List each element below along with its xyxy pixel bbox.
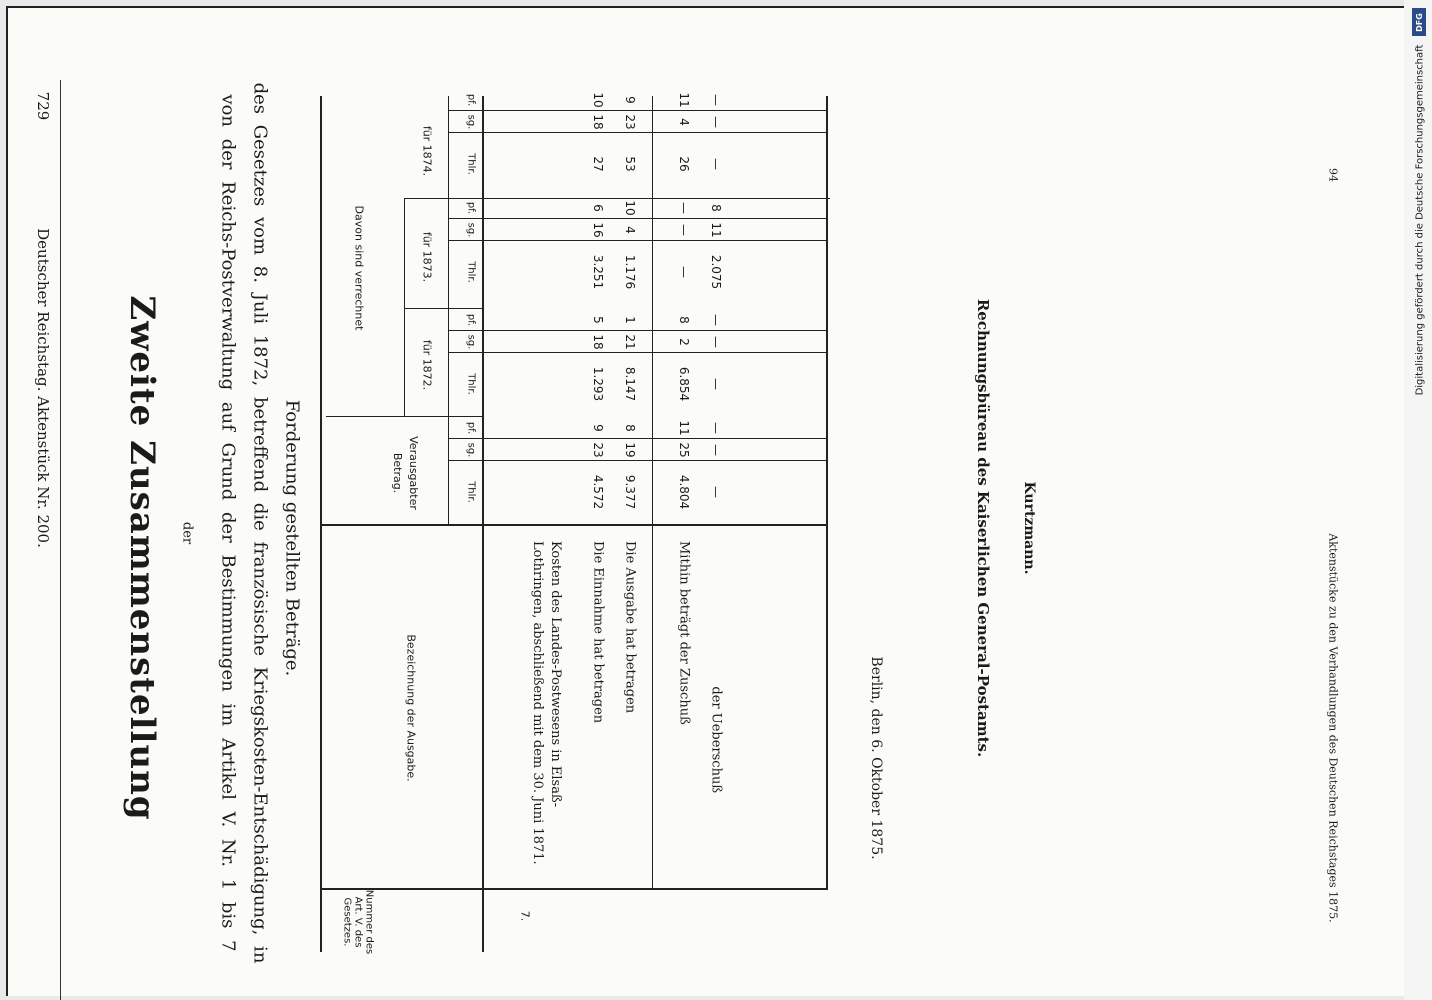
- table-cell: —: [677, 266, 691, 278]
- table-cell: 10: [591, 92, 605, 108]
- title-line-1: von der Reichs-Postverwaltung auf Grund der Bestimmungen im Artikel V. Nr. 1 bis 7: [217, 94, 239, 952]
- column-head-number: Nummer des Art. V. des Gesetzes.: [341, 889, 375, 955]
- table-cell: 16: [591, 222, 605, 238]
- table-cell: 19: [623, 442, 637, 458]
- table-cell: 11: [677, 420, 691, 436]
- unit-sg: sg.: [465, 442, 477, 458]
- table-cell: 27: [591, 156, 605, 172]
- table-cell: 21: [623, 334, 637, 350]
- table-cell: 1.293: [591, 366, 605, 402]
- unit-pf: pf.: [465, 421, 477, 435]
- table-cell: 6: [591, 204, 605, 212]
- table-cell: 18: [591, 334, 605, 350]
- table-cell: 2: [677, 338, 691, 346]
- table-cell: —: [677, 224, 691, 236]
- unit-pf: pf.: [465, 313, 477, 327]
- table-cell: 11: [677, 92, 691, 108]
- issuing-office: Rechnungsbüreau des Kaiserlichen General-Postamts.: [974, 298, 992, 758]
- table-cell: 23: [591, 442, 605, 458]
- column-head-description: Bezeichnung der Ausgabe.: [404, 634, 418, 782]
- table-cell: 9: [623, 96, 637, 104]
- table-cell: —: [709, 378, 723, 390]
- table-cell: —: [677, 202, 691, 214]
- table-cell: —: [709, 336, 723, 348]
- unit-sg: sg.: [465, 334, 477, 350]
- unit-thlr: Thlr.: [465, 261, 477, 283]
- table-cell: 8: [677, 316, 691, 324]
- unit-thlr: Thlr.: [465, 373, 477, 395]
- table-cell: —: [709, 116, 723, 128]
- title-der: der: [179, 521, 195, 545]
- table-cell: 5: [591, 316, 605, 324]
- table-cell: 11: [709, 222, 723, 238]
- table-cell: 8: [623, 424, 637, 432]
- table-row-label: Kosten des Landes-Postwesens in Elsaß-Lothringen, abschließend mit dem 30. Juni 1871.: [530, 541, 563, 865]
- title-line-3: Forderung gestellten Beträge.: [281, 399, 303, 677]
- unit-pf: pf.: [465, 201, 477, 215]
- unit-pf: pf.: [465, 93, 477, 107]
- table-cell: 8.147: [623, 366, 637, 402]
- table-cell: 4: [623, 226, 637, 234]
- table-row-label: Die Einnahme hat betragen: [590, 541, 606, 724]
- table-cell: 2.075: [709, 254, 723, 290]
- table-row-label: Mithin beträgt der Zuschuß: [676, 541, 692, 725]
- table-cell: 18: [591, 114, 605, 130]
- column-head-allocated: Davon sind verrechnet: [352, 205, 366, 331]
- table-cell: —: [709, 94, 723, 106]
- table-cell: 25: [677, 442, 691, 458]
- column-head-1873: für 1873.: [420, 231, 434, 283]
- table-cell: 1.176: [623, 254, 637, 290]
- unit-sg: sg.: [465, 114, 477, 130]
- page-number: 729: [34, 91, 52, 121]
- place-date: Berlin, den 6. Oktober 1875.: [868, 656, 884, 860]
- table-cell: 26: [677, 156, 691, 172]
- table-cell: 6.854: [677, 366, 691, 402]
- header-rule: [60, 80, 61, 1000]
- table-cell: 4.804: [677, 474, 691, 510]
- document-page: [6, 6, 1406, 996]
- table-cell: 8: [709, 204, 723, 212]
- table-cell: —: [709, 486, 723, 498]
- table-cell: 9: [591, 424, 605, 432]
- column-head-1874: für 1874.: [420, 125, 434, 177]
- table-cell: 53: [623, 156, 637, 172]
- table-row-label: der Ueberschuß: [708, 686, 724, 793]
- article-number: 7.: [518, 910, 532, 922]
- table-cell: 23: [623, 114, 637, 130]
- column-head-1872: für 1872.: [420, 339, 434, 391]
- table-cell: 10: [623, 200, 637, 216]
- table-cell: 1: [623, 316, 637, 324]
- table-cell: 4.572: [591, 474, 605, 510]
- table-cell: 4: [677, 118, 691, 126]
- table-row-label: Die Ausgabe hat betragen: [622, 541, 638, 714]
- table-cell: —: [709, 422, 723, 434]
- document-title: Zweite Zusammenstellung: [122, 295, 162, 821]
- dfg-logo: DFG: [1412, 8, 1426, 36]
- unit-thlr: Thlr.: [465, 481, 477, 503]
- sheet-number: 94: [1326, 168, 1340, 182]
- running-title: Deutscher Reichstag. Aktenstück Nr. 200.: [34, 228, 52, 548]
- unit-thlr: Thlr.: [465, 153, 477, 175]
- table-cell: —: [709, 314, 723, 326]
- title-line-2: des Gesetzes vom 8. Juli 1872, betreffend die französische Kriegskosten-Entschädigung, in: [249, 82, 271, 964]
- column-head-spent: Verausgabter Betrag.: [391, 436, 420, 510]
- signature: Kurtzmann.: [1021, 481, 1037, 575]
- table-cell: —: [709, 444, 723, 456]
- table-cell: —: [709, 158, 723, 170]
- collection-footer: Aktenstücke zu den Verhandlungen des Deutschen Reichstages 1875.: [1326, 533, 1340, 923]
- digitization-notice: Digitalisierung gefördert durch die Deutsche Forschungsgemeinschaft: [1414, 44, 1426, 396]
- table-cell: 3.251: [591, 254, 605, 290]
- table-cell: 9.377: [623, 474, 637, 510]
- unit-sg: sg.: [465, 222, 477, 238]
